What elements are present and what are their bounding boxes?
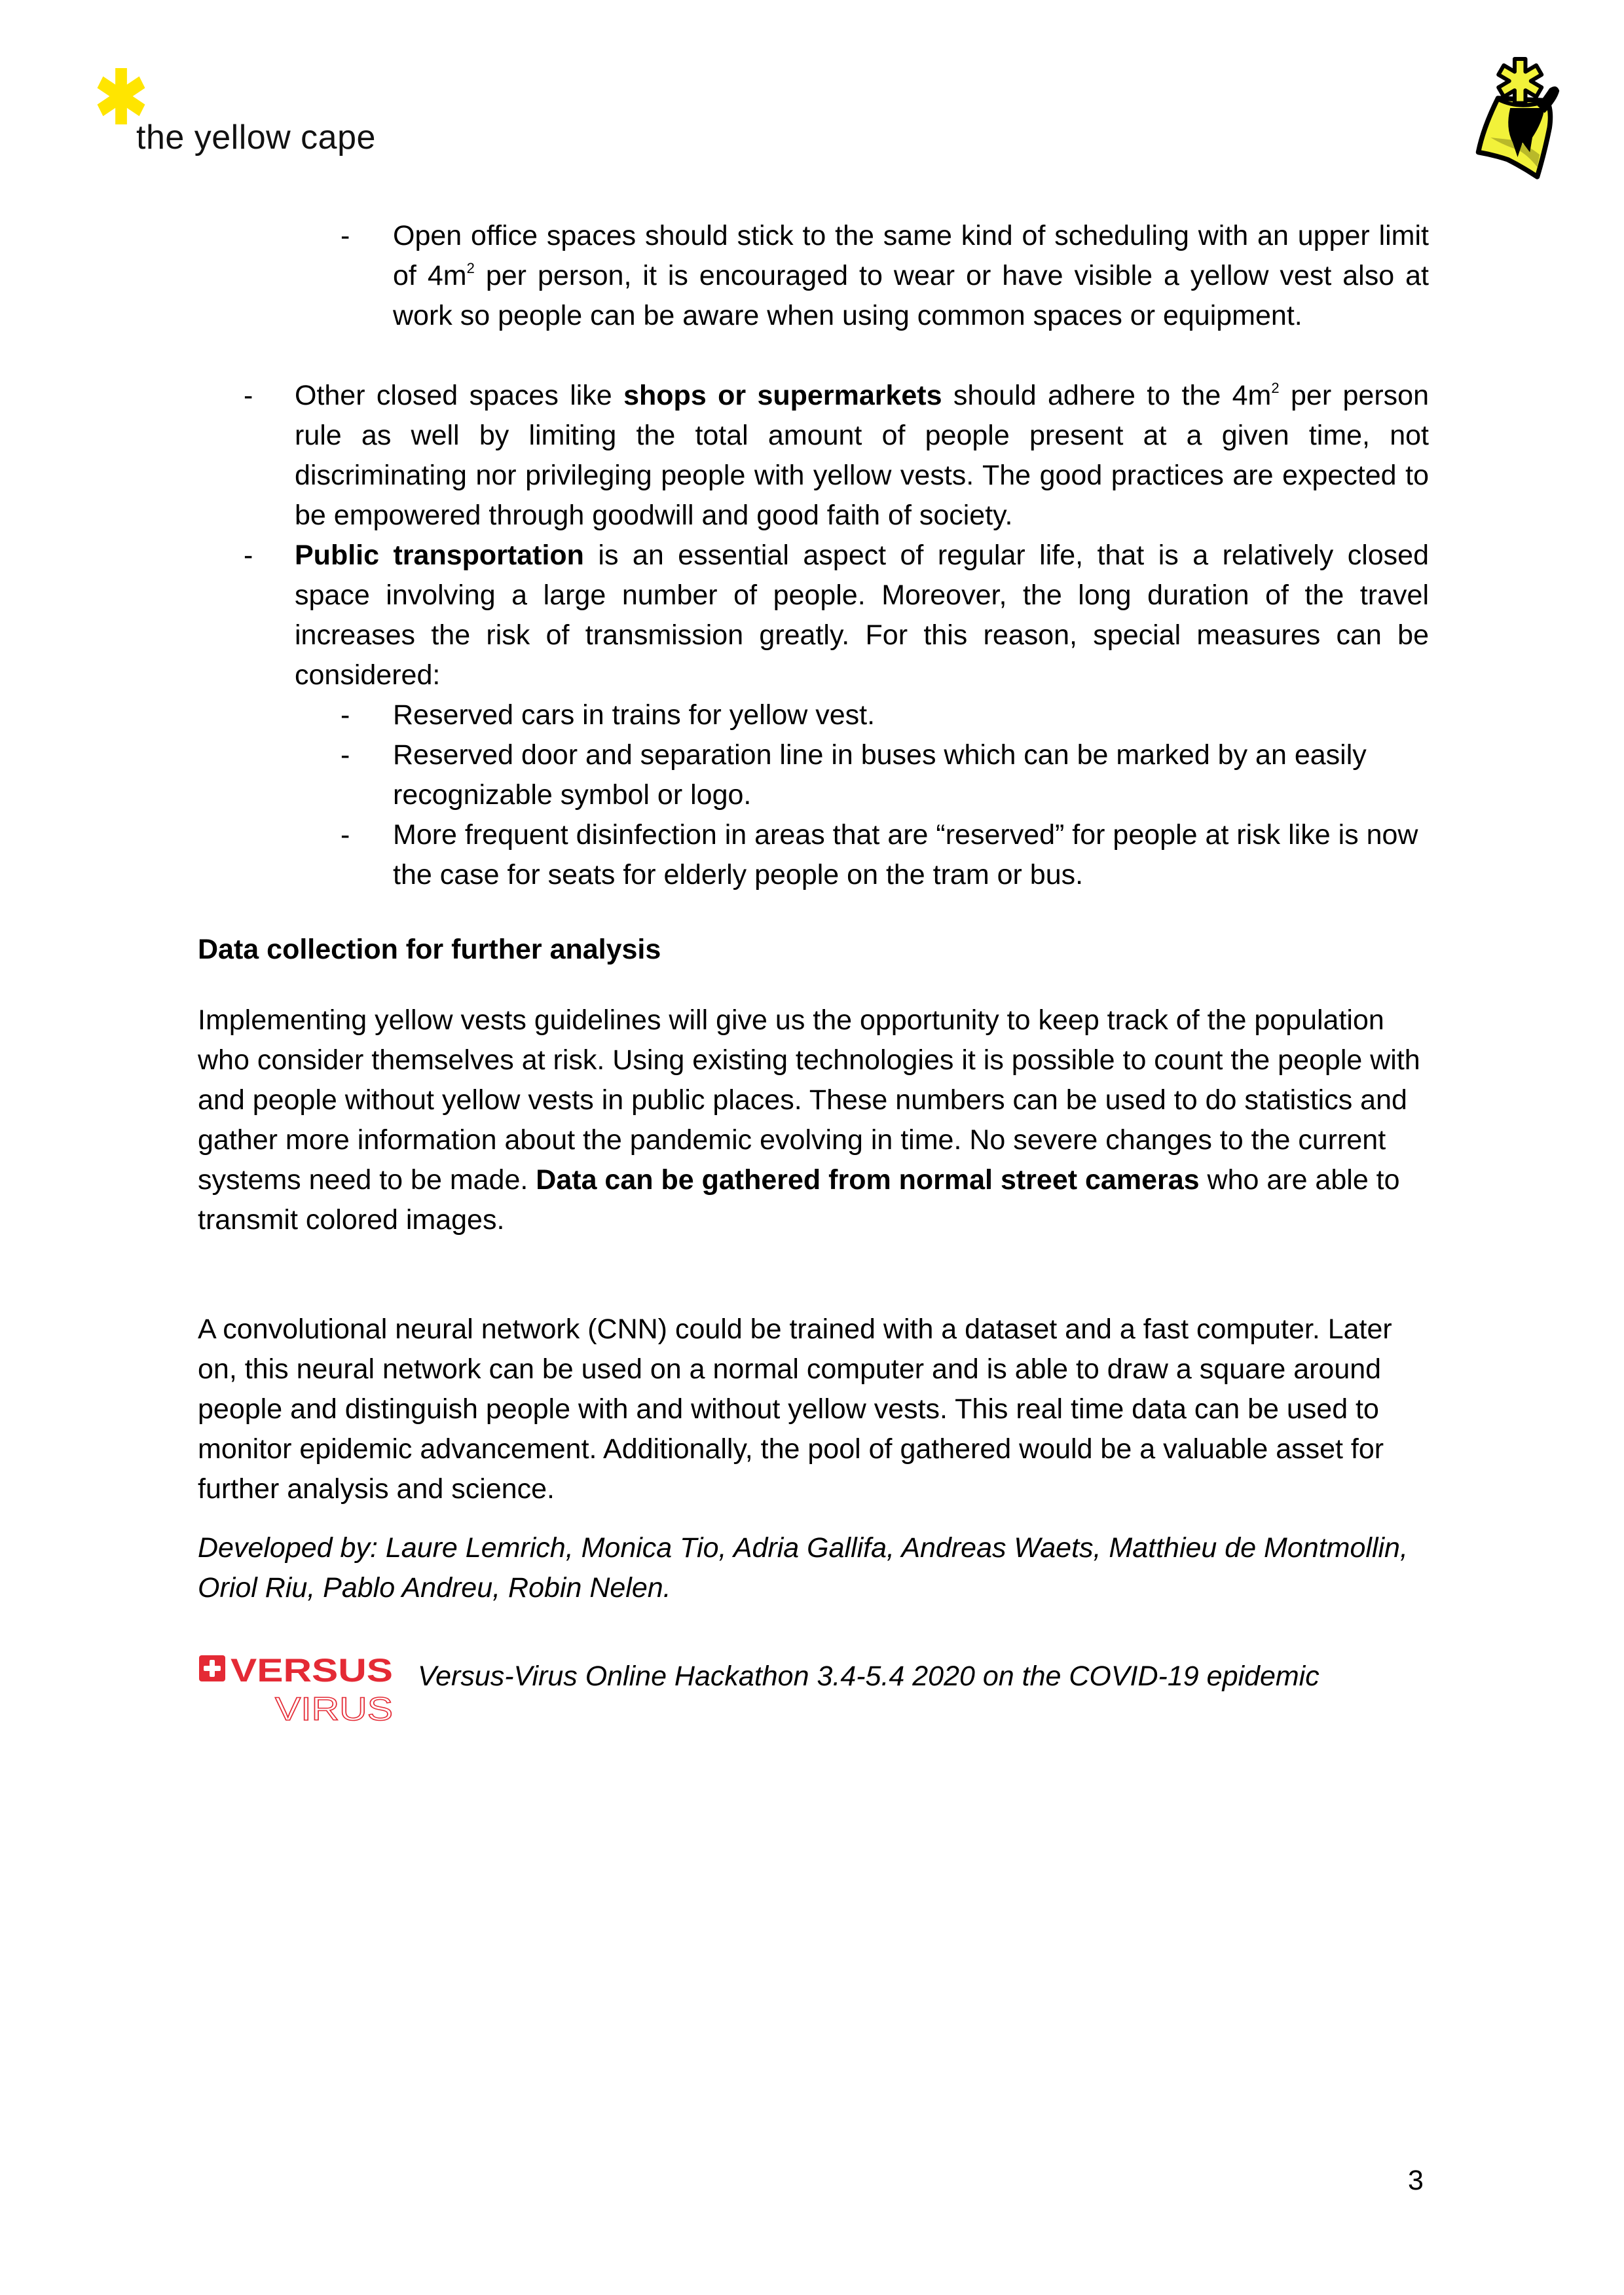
list-item [295,536,1429,695]
list-item-bold: shops or supermarkets [623,380,942,411]
bullet-dash: - [341,819,350,851]
list-item-text: More frequent disinfection in areas that are “reserved” for people at risk like is now the case for seats for elderly people on the tram or bus. [393,819,1418,890]
paragraph-cnn: A convolutional neural network (CNN) could be trained with a dataset and a fast computer. Later on, this neural network can be used on a normal computer and is able to draw a square around people and distinguish people with and without yellow vests. This real time data can be used to monitor epidemic advancement. Additionally, the pool of gathered would be a valuable asset for further analysis and science. [198,1313,1392,1505]
list-item-text: per person rule as well by limiting the total amount of people present at a given time, not discriminating nor privileging people with yellow vests. The good practices are expected to be empowered through goodwill and good faith of society. [295,380,1429,531]
asterisk-star-icon [97,68,145,124]
yellow-cape-mascot-icon [1464,52,1581,183]
list-item-text: per person, it is encouraged to wear or have visible a yellow vest also at work so people can be aware when using common spaces or equipment. [393,260,1429,331]
page-number: 3 [1408,2165,1424,2196]
superscript: 2 [1271,380,1280,396]
hackathon-caption: Versus-Virus Online Hackathon 3.4-5.4 2020 on the COVID-19 epidemic [418,1661,1320,1692]
list-item [393,216,1429,336]
virus-word: VIRUS [275,1691,393,1727]
list-item [393,735,1429,815]
list-item-text: Open office spaces should stick to the same kind of scheduling with an upper limit of 4m [393,220,1429,291]
bullet-dash: - [244,380,253,411]
brand-name: the yellow cape [136,119,376,156]
section-heading: Data collection for further analysis [198,934,661,965]
superscript: 2 [466,260,475,276]
list-item-text: Reserved cars in trains for yellow vest. [393,699,876,731]
bullet-dash: - [341,699,350,731]
versus-virus-logo [198,1653,394,1730]
list-item-text: Other closed spaces like [295,380,624,411]
bullet-dash: - [341,739,350,771]
paragraph-text: Implementing yellow vests guidelines will give us the opportunity to keep track of the population who consider themselves at risk. Using existing technologies it is possible to count the people with and people without yellow vests in public places. These numbers can be used to do statistics and gather more information about the pandemic evolving in time. No severe changes to the current systems need to be made. [198,1004,1420,1196]
list-item-bold: Public transportation [295,540,584,571]
paragraph-text: who are able to transmit colored images. [198,1164,1400,1236]
paragraph-data-collection [198,1001,1429,1240]
list-item-text: is an essential aspect of regular life, that is a relatively closed space involving a large number of people. Moreover, the long duration of the travel increases the risk of transmission greatly. For this reason, special measures can be considered: [295,540,1429,691]
list-item [393,695,1429,735]
bullet-dash: - [244,540,253,571]
list-item-text: should adhere to the 4m [942,380,1272,411]
paragraph-bold: Data can be gathered from normal street cameras [536,1164,1200,1196]
list-item [295,376,1429,536]
bullet-dash: - [341,220,350,251]
credits: Developed by: Laure Lemrich, Monica Tio, Adria Gallifa, Andreas Waets, Matthieu de Montmollin, Oriol Riu, Pablo Andreu, Robin Nelen. [198,1532,1408,1604]
list-item [393,815,1429,895]
versus-word: VERSUS [231,1653,393,1689]
list-item-text: Reserved door and separation line in buses which can be marked by an easily recognizable symbol or logo. [393,739,1367,811]
